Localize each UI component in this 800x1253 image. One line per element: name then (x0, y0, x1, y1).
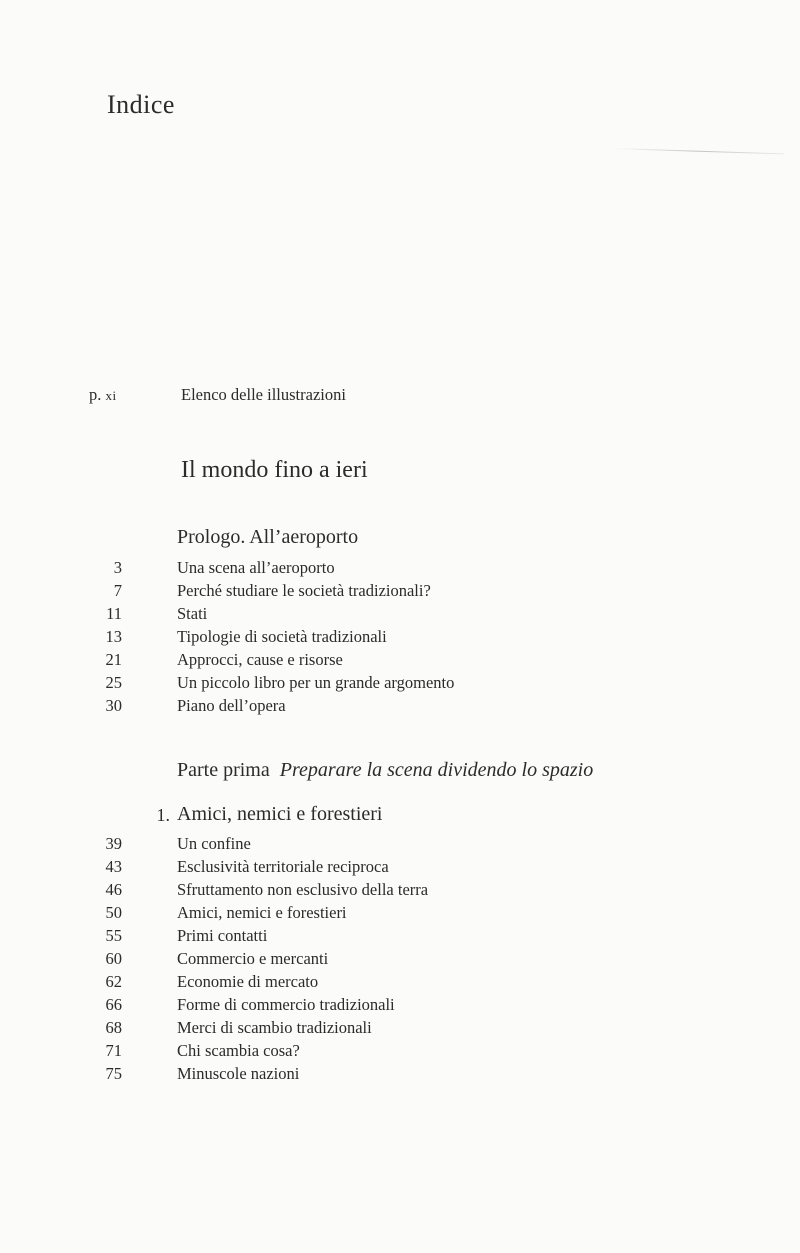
toc-entry (0, 579, 800, 602)
toc-entry (0, 878, 800, 901)
toc-entry (0, 901, 800, 924)
part-label: Parte prima (177, 759, 270, 781)
toc-entry-label: Economie di mercato (177, 972, 319, 991)
toc-entry-label: Un confine (177, 834, 251, 853)
toc-entry-label: Primi contatti (177, 926, 268, 945)
chapter-heading: Amici, nemici e forestieri (177, 803, 383, 825)
toc-entry (0, 625, 800, 648)
part-title: Preparare la scena dividendo lo spazio (279, 759, 594, 781)
page-title: Indice (107, 90, 175, 119)
toc-entry (0, 1039, 800, 1062)
front-page-ref (89, 383, 117, 407)
toc-page-number: 71 (105, 1041, 122, 1060)
toc-entry (0, 993, 800, 1016)
toc-page-number: 68 (105, 1018, 122, 1037)
toc-entry-label: Esclusività territoriale reciproca (177, 857, 389, 876)
prologue-heading: Prologo. All’aeroporto (177, 526, 359, 548)
toc-entry (0, 855, 800, 878)
toc-page-number: 60 (105, 949, 122, 968)
toc-entry-label: Minuscole nazioni (177, 1064, 300, 1083)
toc-entry (0, 832, 800, 855)
chapter-number: 1. (156, 805, 170, 825)
toc-entry-label: Perché studiare le società tradizionali? (177, 581, 431, 600)
toc-page-number: 66 (105, 995, 122, 1014)
toc-page-number: 21 (105, 650, 122, 669)
toc-entry (0, 1016, 800, 1039)
toc-page-number: 30 (105, 696, 122, 715)
toc-entry (0, 970, 800, 993)
toc-entry (0, 924, 800, 947)
toc-entry (0, 671, 800, 694)
book-title: Il mondo fino a ieri (181, 457, 368, 483)
toc-entry-label: Sfruttamento non esclusivo della terra (177, 880, 429, 899)
toc-page-number: 75 (105, 1064, 122, 1083)
part-one-heading (177, 756, 593, 784)
toc-entry-label: Forme di commercio tradizionali (177, 995, 395, 1014)
toc-entry (0, 556, 800, 579)
toc-entry (0, 602, 800, 625)
toc-entry-label: Approcci, cause e risorse (177, 650, 343, 669)
toc-entry (0, 694, 800, 717)
toc-entry-label: Piano dell’opera (177, 696, 286, 715)
toc-entry (0, 1062, 800, 1085)
toc-page-number: 11 (106, 604, 122, 623)
toc-entry-label: Tipologie di società tradizionali (177, 627, 387, 646)
toc-entry-illustrations: Elenco delle illustrazioni (181, 385, 346, 404)
toc-entry-label: Merci di scambio tradizionali (177, 1018, 372, 1037)
toc-entry-label: Amici, nemici e forestieri (177, 903, 347, 922)
toc-entry (0, 947, 800, 970)
toc-page-number: 46 (105, 880, 122, 899)
toc-page-number: 13 (105, 627, 122, 646)
toc-entry-label: Stati (177, 604, 208, 623)
page-ref-roman: xi (105, 388, 117, 403)
toc-page-number: 55 (105, 926, 122, 945)
toc-page-number: 50 (105, 903, 122, 922)
toc-page-number: 7 (113, 581, 122, 600)
toc-page-number: 25 (105, 673, 122, 692)
toc-page-number: 39 (105, 834, 122, 853)
scan-artifact-line (612, 148, 784, 154)
toc-page-number: 3 (113, 558, 122, 577)
toc-entry-label: Commercio e mercanti (177, 949, 329, 968)
toc-page-number: 43 (105, 857, 122, 876)
toc-entry-label: Un piccolo libro per un grande argomento (177, 673, 455, 692)
toc-entry-label: Chi scambia cosa? (177, 1041, 300, 1060)
toc-page-number: 62 (105, 972, 122, 991)
toc-entry (0, 648, 800, 671)
toc-entry-label: Una scena all’aeroporto (177, 558, 335, 577)
page-ref-prefix: p. (89, 385, 102, 404)
